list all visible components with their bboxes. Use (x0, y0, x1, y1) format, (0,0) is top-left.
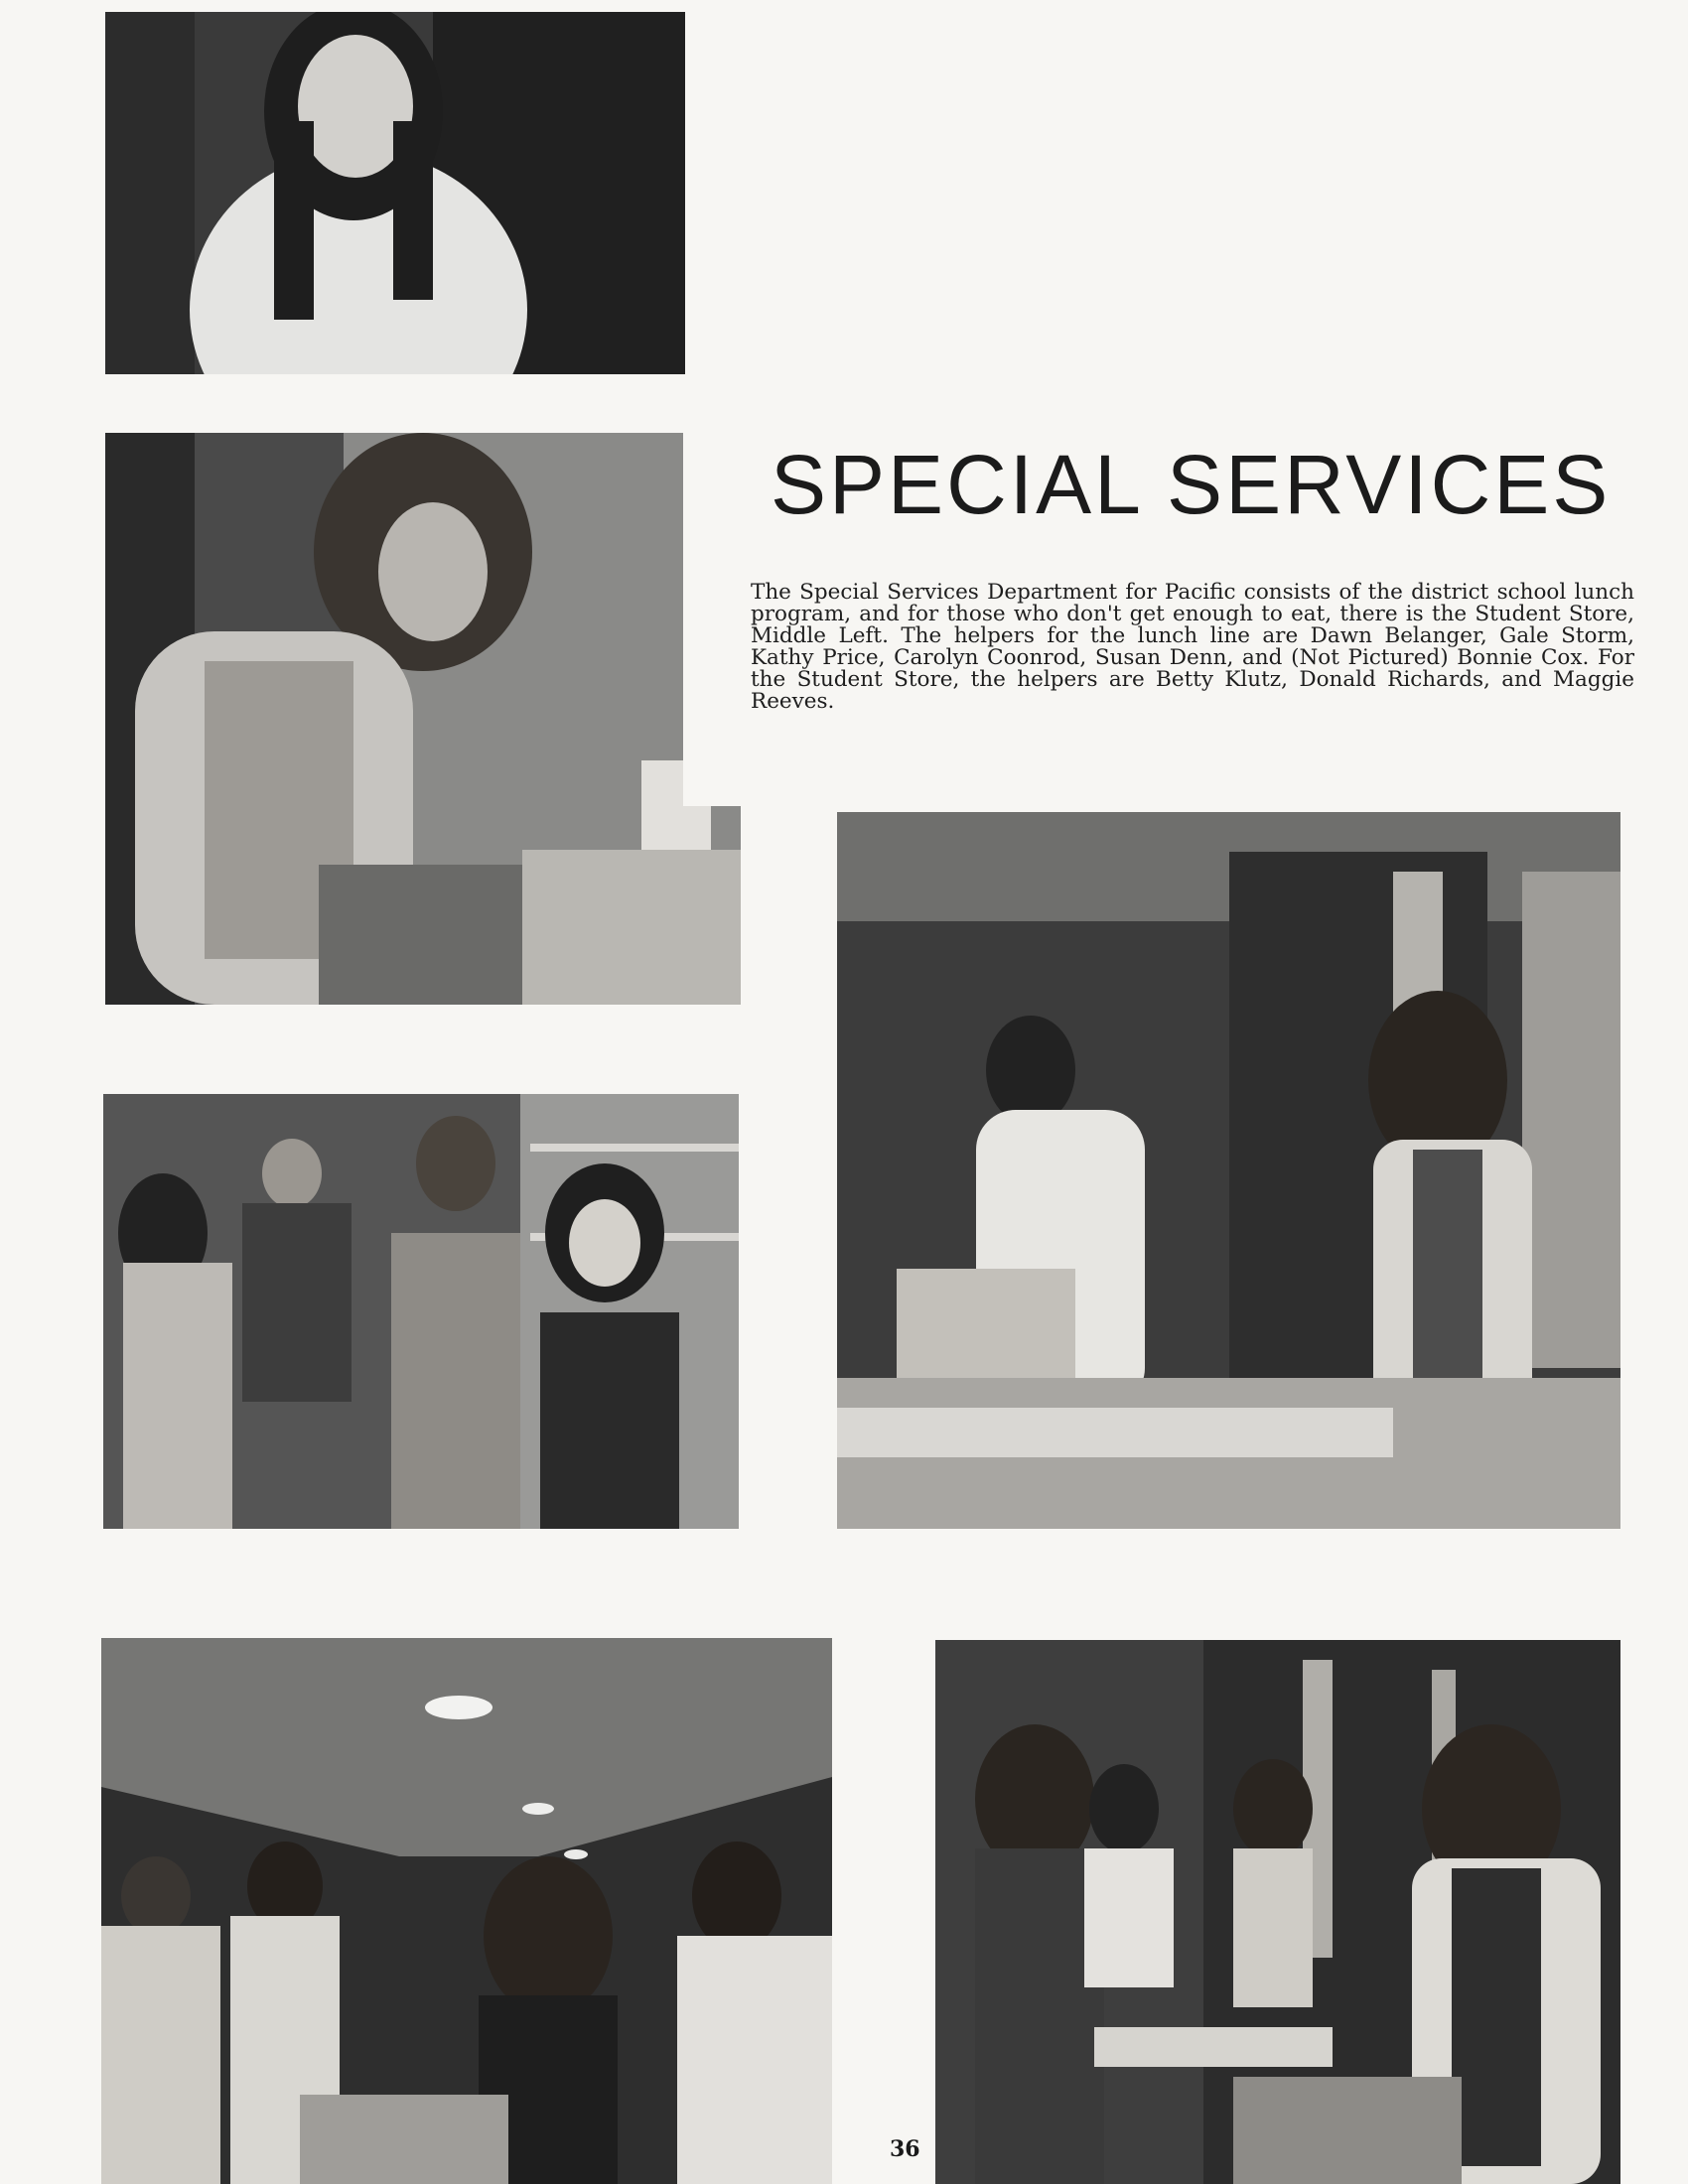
photo-woman-long-hair-portrait (105, 12, 685, 374)
photo-student-store-clerk (105, 433, 741, 1005)
photo-lunch-line-servers (837, 812, 1620, 1529)
body-paragraph: The Special Services Department for Pacific consists of the district school lunch program, and for those who don't get enough to eat, there is the Student Store, Middle Left. The helpers for the lunch line are Dawn Belanger, Gale Storm, Kathy Price, Carolyn Coonrod, Susan Denn, and (Not Pictured) Bonnie Cox. For the Student Store, the helpers are Betty Klutz, Donald Richards, and Maggie Reeves. (751, 580, 1634, 714)
text-area-cutout (683, 433, 743, 806)
page-number: 36 (890, 2136, 920, 2162)
photo-student-store-customers (103, 1094, 739, 1529)
page-title: SPECIAL SERVICES (771, 438, 1612, 531)
photo-cafeteria-hallway-line (101, 1638, 832, 2184)
photo-serving-counter (935, 1640, 1620, 2184)
